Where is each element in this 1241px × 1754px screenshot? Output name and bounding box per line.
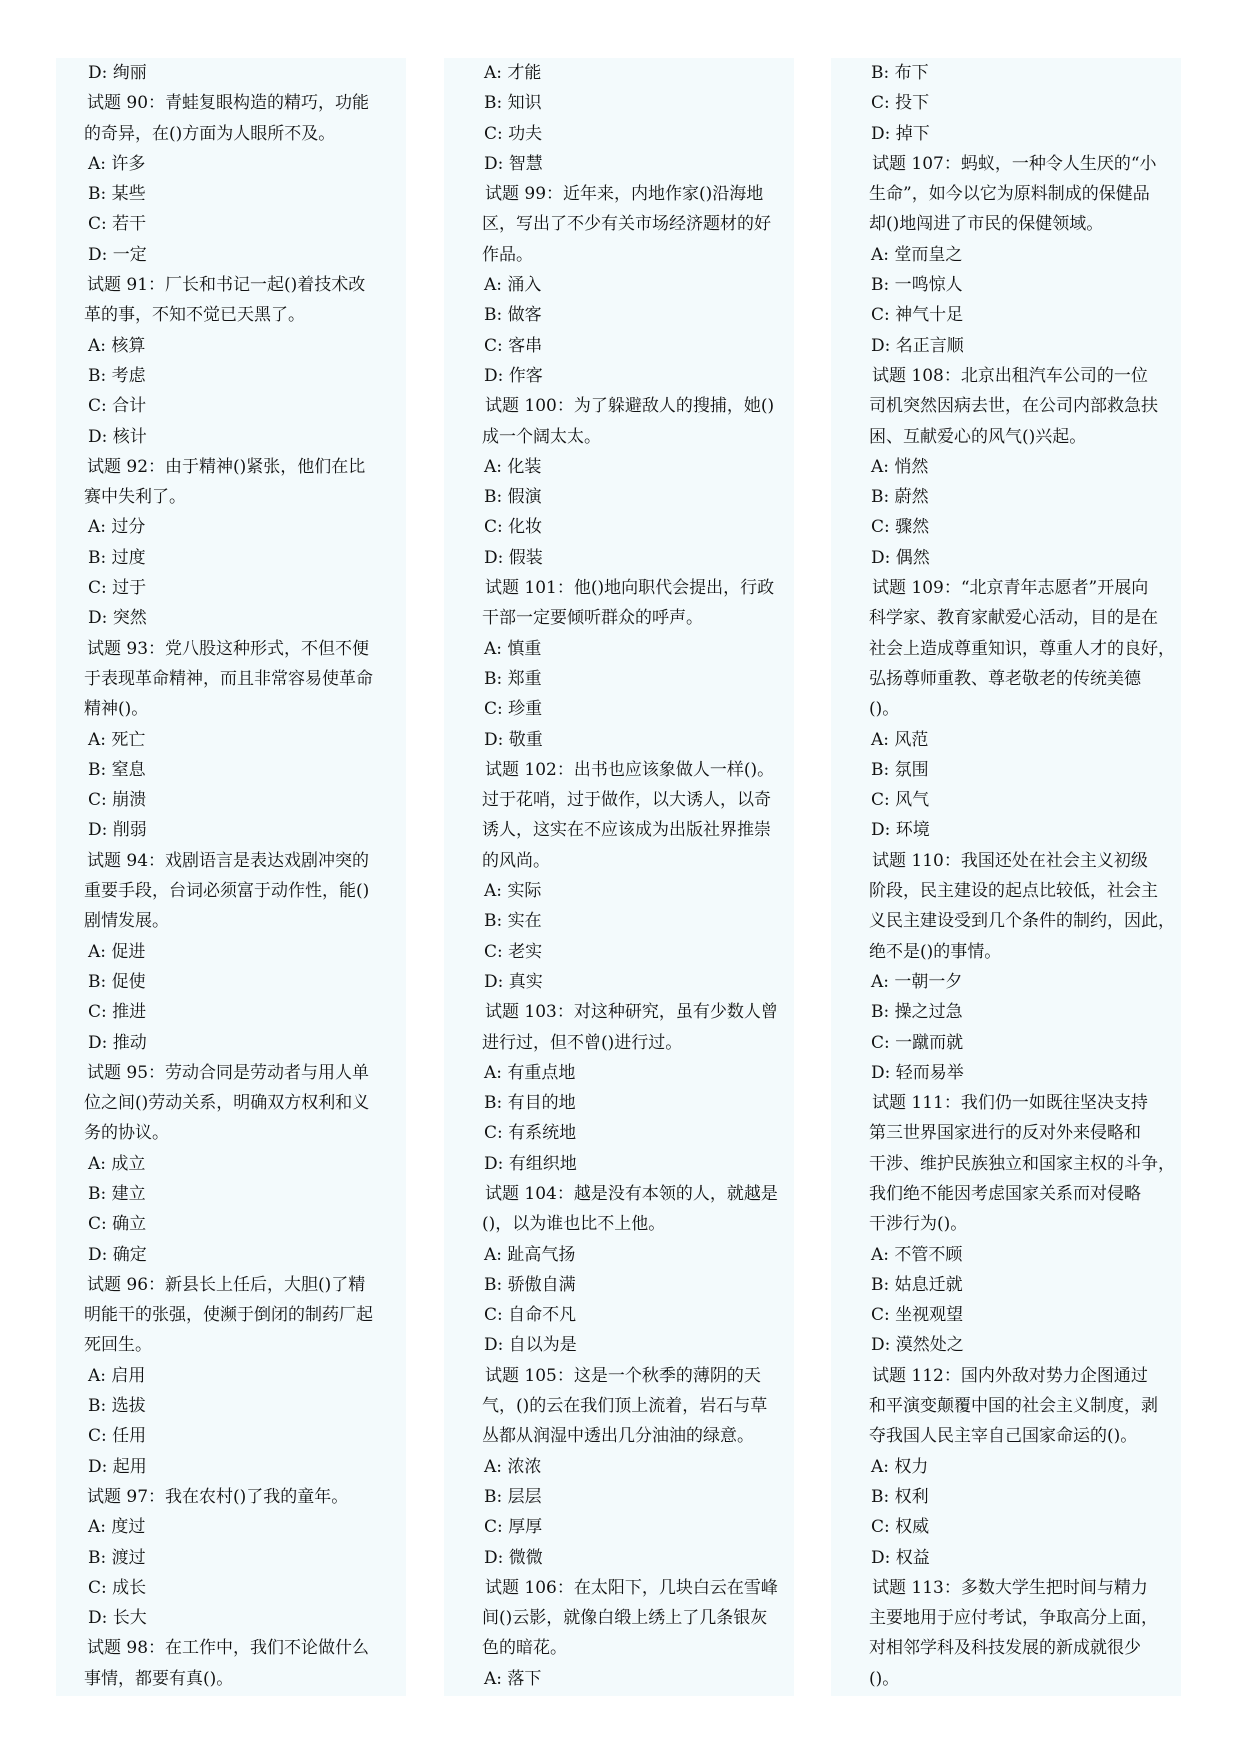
question-text-line: ()。 (869, 699, 900, 720)
option-line: C: 确立 (88, 1214, 147, 1235)
question-text-line: 丛都从润湿中透出几分油油的绿意。 (482, 1426, 754, 1447)
column-lines (831, 58, 1181, 1694)
question-text-line: 区，写出了不少有关市场经济题材的好 (482, 214, 771, 235)
option-line: B: 布下 (871, 63, 929, 83)
question-text-line: 和平演变颠覆中国的社会主义制度，剥 (869, 1396, 1158, 1417)
question-text-line: 干部一定要倾听群众的呼声。 (482, 608, 703, 629)
option-line: C: 骤然 (871, 517, 930, 538)
question-text-line: 对相邻学科及科技发展的新成就很少 (869, 1638, 1141, 1659)
column-lines (56, 58, 406, 1694)
option-line: C: 老实 (484, 941, 543, 962)
option-line: B: 层层 (484, 1486, 542, 1507)
option-line: A: 趾高气扬 (484, 1244, 576, 1265)
option-line: D: 微微 (484, 1547, 543, 1568)
option-line: B: 姑息迁就 (871, 1274, 963, 1295)
question-line: 试题 94：戏剧语言是表达戏剧冲突的 (87, 850, 370, 871)
option-line: A: 一朝一夕 (871, 971, 963, 992)
option-line: C: 合计 (88, 396, 147, 417)
question-text-line: 事情，都要有真()。 (84, 1668, 234, 1689)
question-text-line: 成一个阔太太。 (482, 426, 601, 447)
option-line: B: 操之过急 (871, 1002, 963, 1023)
option-line: C: 权威 (871, 1517, 930, 1538)
option-line: D: 敬重 (484, 729, 543, 750)
question-text-line: 作品。 (482, 244, 533, 265)
question-text-line: 第三世界国家进行的反对外来侵略和 (869, 1123, 1141, 1144)
question-text-line: 的奇异，在()方面为人眼所不及。 (84, 123, 336, 144)
option-line: D: 长大 (88, 1608, 147, 1629)
question-line: 试题 92：由于精神()紧张，他们在比 (87, 456, 366, 477)
question-text-line: 生命”，如今以它为原料制成的保健品 (869, 184, 1150, 205)
question-line: 试题 113：多数大学生把时间与精力 (872, 1577, 1148, 1598)
option-line: B: 过度 (88, 547, 146, 568)
option-line: A: 慎重 (484, 638, 542, 659)
option-line: D: 推动 (88, 1032, 147, 1053)
question-text-line: 赛中失利了。 (84, 487, 186, 508)
option-line: D: 突然 (88, 608, 147, 629)
question-text-line: 死回生。 (84, 1335, 152, 1356)
question-line: 试题 112：国内外敌对势力企图通过 (872, 1365, 1148, 1386)
option-line: B: 蔚然 (871, 487, 929, 508)
option-line: B: 选拔 (88, 1396, 146, 1417)
option-line: B: 做客 (484, 305, 542, 326)
question-text-line: 义民主建设受到几个条件的制约，因此， (869, 911, 1175, 932)
question-text-line: 主要地用于应付考试，争取高分上面， (869, 1608, 1158, 1629)
question-text-line: 进行过，但不曾()进行过。 (482, 1032, 683, 1053)
option-line: D: 智慧 (484, 153, 543, 174)
option-line: B: 渡过 (88, 1547, 146, 1568)
question-text-line: 过于花哨，过于做作，以大诱人，以奇 (482, 790, 771, 811)
option-line: D: 漠然处之 (871, 1335, 964, 1356)
question-line: 试题 100：为了躲避敌人的搜捕，她() (485, 396, 775, 417)
question-line: 试题 102：出书也应该象做人一样()。 (485, 759, 775, 780)
question-text-line: 弘扬尊师重教、尊老敬老的传统美德 (869, 668, 1141, 689)
option-line: A: 实际 (484, 881, 542, 902)
question-line: 试题 98：在工作中，我们不论做什么 (87, 1638, 370, 1659)
option-line: B: 骄傲自满 (484, 1274, 576, 1295)
option-line: A: 成立 (88, 1153, 146, 1174)
option-line: C: 任用 (88, 1426, 147, 1447)
option-line: A: 有重点地 (484, 1062, 576, 1083)
option-line: B: 知识 (484, 93, 542, 114)
option-line: A: 核算 (88, 335, 146, 356)
question-text-line: ()，以为谁也比不上他。 (482, 1214, 666, 1235)
question-text-line: 科学家、教育家献爱心活动，目的是在 (869, 608, 1158, 629)
option-line: C: 自命不凡 (484, 1305, 577, 1326)
column-lines (444, 58, 794, 1694)
option-line: D: 有组织地 (484, 1153, 577, 1174)
column-3 (831, 58, 1181, 1696)
option-line: B: 氛围 (871, 759, 929, 780)
option-line: C: 成长 (88, 1577, 147, 1598)
option-line: D: 名正言顺 (871, 335, 964, 356)
option-line: C: 崩溃 (88, 790, 147, 811)
option-line: D: 假装 (484, 547, 543, 568)
question-text-line: 务的协议。 (84, 1123, 169, 1144)
option-line: B: 郑重 (484, 668, 542, 689)
question-text-line: 明能干的张强，使濒于倒闭的制药厂起 (84, 1305, 373, 1326)
option-line: B: 有目的地 (484, 1093, 576, 1114)
question-text-line: 重要手段，台词必须富于动作性，能() (84, 881, 370, 902)
option-line: D: 起用 (88, 1456, 147, 1477)
option-line: A: 启用 (88, 1365, 146, 1386)
option-line: C: 投下 (871, 93, 930, 114)
option-line: A: 过分 (88, 517, 146, 538)
column-1 (56, 58, 406, 1696)
option-line: C: 坐视观望 (871, 1305, 964, 1326)
option-line: A: 权力 (871, 1456, 929, 1477)
question-line: 试题 96：新县长上任后，大胆()了精 (87, 1274, 366, 1295)
option-line: A: 死亡 (88, 729, 146, 750)
question-line: 试题 95：劳动合同是劳动者与用人单 (87, 1062, 370, 1083)
option-line: B: 窒息 (88, 759, 146, 780)
question-line: 试题 108：北京出租汽车公司的一位 (872, 365, 1148, 386)
option-line: B: 建立 (88, 1183, 146, 1204)
option-line: B: 促使 (88, 971, 146, 992)
option-line: D: 确定 (88, 1244, 147, 1265)
option-line: D: 一定 (88, 244, 147, 265)
question-line: 试题 104：越是没有本领的人，就越是 (485, 1183, 778, 1204)
column-2 (444, 58, 794, 1696)
option-line: D: 作客 (484, 365, 543, 386)
option-line: B: 权利 (871, 1486, 929, 1507)
option-line: D: 偶然 (871, 547, 930, 568)
option-line: A: 化装 (484, 456, 542, 477)
question-line: 试题 109：“北京青年志愿者”开展向 (872, 578, 1149, 599)
option-line: C: 过于 (88, 578, 147, 599)
question-text-line: 却()地闯进了市民的保健领域。 (869, 214, 1104, 235)
option-line: D: 环境 (871, 820, 930, 841)
question-text-line: 干涉、维护民族独立和国家主权的斗争， (869, 1153, 1175, 1174)
question-text-line: 精神()。 (84, 699, 149, 720)
option-line: C: 风气 (871, 790, 930, 811)
question-text-line: 于表现革命精神，而且非常容易使革命 (84, 668, 373, 689)
option-line: C: 珍重 (484, 699, 543, 720)
option-line: D: 轻而易举 (871, 1062, 964, 1083)
option-line: B: 一鸣惊人 (871, 275, 963, 296)
option-line: D: 自以为是 (484, 1335, 577, 1356)
question-text-line: 阶段，民主建设的起点比较低，社会主 (869, 881, 1158, 902)
question-text-line: 社会上造成尊重知识，尊重人才的良好， (869, 638, 1175, 659)
question-text-line: 革的事，不知不觉已天黑了。 (84, 305, 305, 326)
question-text-line: ()。 (869, 1668, 900, 1689)
option-line: B: 实在 (484, 911, 542, 932)
option-line: C: 有系统地 (484, 1123, 577, 1144)
option-line: A: 促进 (88, 941, 146, 962)
option-line: C: 一蹴而就 (871, 1032, 964, 1053)
option-line: A: 浓浓 (484, 1456, 542, 1477)
option-line: A: 度过 (88, 1517, 146, 1538)
question-line: 试题 101：他()地向职代会提出，行政 (485, 578, 775, 599)
option-line: B: 某些 (88, 184, 146, 205)
option-line: C: 若干 (88, 214, 147, 235)
option-line: A: 不管不顾 (871, 1244, 963, 1265)
question-line: 试题 97：我在农村()了我的童年。 (87, 1486, 349, 1507)
option-line: C: 化妆 (484, 517, 543, 538)
option-line: D: 真实 (484, 971, 543, 992)
option-line: C: 客串 (484, 335, 543, 356)
question-text-line: 诱人，这实在不应该成为出版社界推崇 (482, 820, 771, 841)
question-line: 试题 93：党八股这种形式，不但不便 (87, 638, 370, 659)
question-line: 试题 90：青蛙复眼构造的精巧，功能 (87, 93, 370, 114)
question-line: 试题 106：在太阳下，几块白云在雪峰 (485, 1577, 778, 1598)
option-line: D: 掉下 (871, 123, 930, 144)
option-line: A: 才能 (484, 63, 542, 83)
question-text-line: 色的暗花。 (482, 1638, 567, 1659)
question-line: 试题 91：厂长和书记一起()着技术改 (87, 275, 366, 296)
question-line: 试题 99：近年来，内地作家()沿海地 (485, 184, 764, 205)
option-line: D: 核计 (88, 426, 147, 447)
question-text-line: 干涉行为()。 (869, 1214, 968, 1235)
option-line: A: 许多 (88, 153, 146, 174)
option-line: A: 悄然 (871, 456, 929, 477)
question-text-line: 的风尚。 (482, 850, 550, 871)
option-line: C: 神气十足 (871, 305, 964, 326)
option-line: A: 堂而皇之 (871, 244, 963, 265)
option-line: C: 功夫 (484, 123, 543, 144)
question-text-line: 绝不是()的事情。 (869, 941, 1002, 962)
question-line: 试题 110：我国还处在社会主义初级 (872, 850, 1148, 871)
option-line: D: 削弱 (88, 820, 147, 841)
question-text-line: 位之间()劳动关系，明确双方权利和义 (84, 1093, 370, 1114)
question-text-line: 气，()的云在我们顶上流着，岩石与草 (482, 1396, 768, 1417)
question-text-line: 剧情发展。 (84, 911, 169, 932)
question-text-line: 夺我国人民主宰自己国家命运的()。 (869, 1426, 1138, 1447)
question-text-line: 司机突然因病去世，在公司内部救急扶 (869, 396, 1158, 417)
question-text-line: 间()云影，就像白缎上绣上了几条银灰 (482, 1608, 768, 1629)
question-line: 试题 105：这是一个秋季的薄阴的天 (485, 1365, 761, 1386)
option-line: C: 厚厚 (484, 1517, 543, 1538)
question-line: 试题 107：蚂蚁，一种令人生厌的“小 (872, 153, 1157, 174)
question-line: 试题 103：对这种研究，虽有少数人曾 (485, 1002, 778, 1023)
option-line: B: 考虑 (88, 365, 146, 386)
option-line: B: 假演 (484, 487, 542, 508)
option-line: A: 风范 (871, 729, 929, 750)
question-line: 试题 111：我们仍一如既往坚决支持 (872, 1093, 1148, 1114)
option-line: C: 推进 (88, 1002, 147, 1023)
question-text-line: 困、互献爱心的风气()兴起。 (869, 426, 1087, 447)
question-text-line: 我们绝不能因考虑国家关系而对侵略 (869, 1183, 1141, 1204)
option-line: D: 绚丽 (88, 63, 147, 83)
option-line: D: 权益 (871, 1547, 930, 1568)
option-line: A: 涌入 (484, 275, 542, 296)
option-line: A: 落下 (484, 1668, 542, 1689)
